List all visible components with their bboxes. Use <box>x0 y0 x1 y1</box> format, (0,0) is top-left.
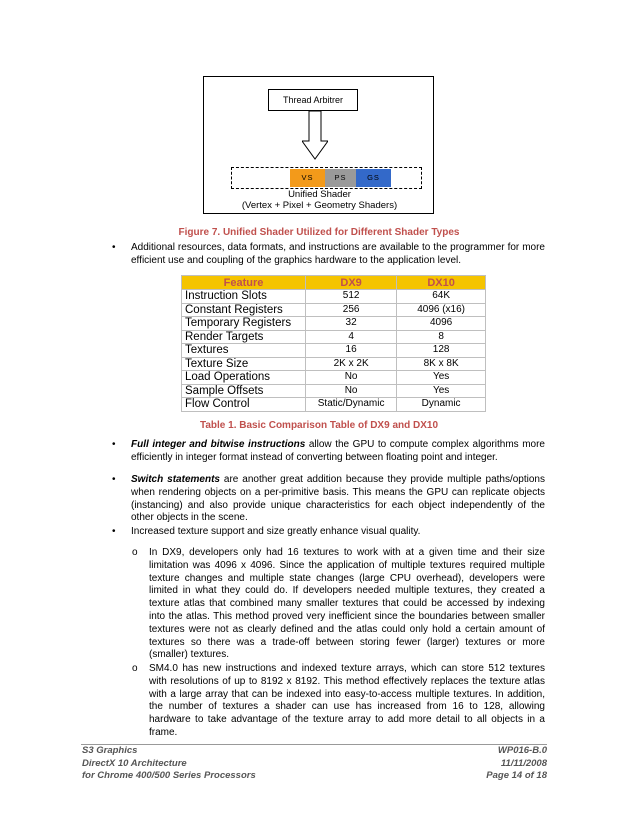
table-row: Load Operations No Yes <box>182 371 486 385</box>
unified-shader-figure <box>203 76 434 214</box>
table-caption: Table 1. Basic Comparison Table of DX9 and DX10 <box>199 420 439 431</box>
page-number: Page 14 of 18 <box>486 770 547 781</box>
table-row: Sample Offsets No Yes <box>182 384 486 398</box>
paragraph-dx9-textures: In DX9, developers only had 16 textures to work with at a given time and their size limitation was 4096 x 4096. Since the application of multiple textures required multiple texture changes and multiple state changes (large CPU overhead), developers were limited in what they could do. If developers needed multiple textures, they created a texture atlas that combined many smaller textures that could be accessed by indexing into the atlas. This method proved very inefficient since the boundaries between smaller textures were not as clearly defined and the atlas could only hold a certain amount of textures so there was a trade-off between storing fewer (larger) textures or more (smaller) textures. <box>149 547 545 661</box>
gs-segment: GS <box>356 169 391 187</box>
comparison-table <box>181 275 486 412</box>
bullet-glyph: • <box>112 474 116 485</box>
table-row: Texture Size 2K x 2K 8K x 8K <box>182 357 486 371</box>
table-row: Render Targets 4 8 <box>182 330 486 344</box>
footer-right: WP016-B.0 11/11/2008 Page 14 of 18 <box>486 745 547 781</box>
sub-bullet-glyph: o <box>132 663 138 674</box>
unified-shader-label: Unified Shader (Vertex + Pixel + Geometry Shaders) <box>241 189 398 211</box>
footer-left: S3 Graphics DirectX 10 Architecture for Chrome 400/500 Series Processors <box>82 745 256 781</box>
table-row: Textures 16 128 <box>182 344 486 358</box>
table-row: Instruction Slots 512 64K <box>182 290 486 304</box>
paragraph-texture: Increased texture support and size greatly enhance visual quality. <box>131 526 421 537</box>
table-row: Flow Control Static/Dynamic Dynamic <box>182 398 486 412</box>
bullet-glyph: • <box>112 242 116 253</box>
bullet-glyph: • <box>112 439 116 450</box>
paragraph-sm4-textures: SM4.0 has new instructions and indexed texture arrays, which can store 512 textures with resolutions of up to 8192 x 8192. This method effectively replaces the texture atlas with a large array that can be indexed into easy-to-access multiple textures. In addition, the number of textures a shader can use has increased from 16 to 128, allowing hardware to take advantage of the texture array to add more detail to all objects in a frame. <box>149 663 545 738</box>
figure-caption: Figure 7. Unified Shader Utilized for Different Shader Types <box>178 227 460 238</box>
sub-bullet-glyph: o <box>132 547 138 558</box>
header-dx9: DX9 <box>305 276 396 290</box>
vs-segment: VS <box>290 169 325 187</box>
table-header-row <box>182 276 486 290</box>
header-dx10: DX10 <box>397 276 486 290</box>
bullet-glyph: • <box>112 526 116 537</box>
ps-segment: PS <box>325 169 356 187</box>
down-arrow-icon <box>302 111 328 161</box>
paragraph-resources: Additional resources, data formats, and instructions are available to the programmer for more efficient use and coupling of the graphics hardware to the application level. <box>131 242 545 266</box>
table-row: Temporary Registers 32 4096 <box>182 317 486 331</box>
unified-shader-box <box>231 167 422 189</box>
table-row: Constant Registers 256 4096 (x16) <box>182 303 486 317</box>
paragraph-integer: Full integer and bitwise instructions allow the GPU to compute complex algorithms more efficiently in integer format instead of converting between floating point and integer. <box>131 439 545 463</box>
header-feature: Feature <box>182 276 306 290</box>
paragraph-switch: Switch statements are another great addition because they provide multiple paths/options when rendering objects on a per-primitive basis. This means the GPU can replicate objects (instancing) and also provide unique characteristics for each object independently of the other objects in the scene. <box>131 474 545 524</box>
thread-arbiter-box: Thread Arbitrer <box>268 89 358 111</box>
